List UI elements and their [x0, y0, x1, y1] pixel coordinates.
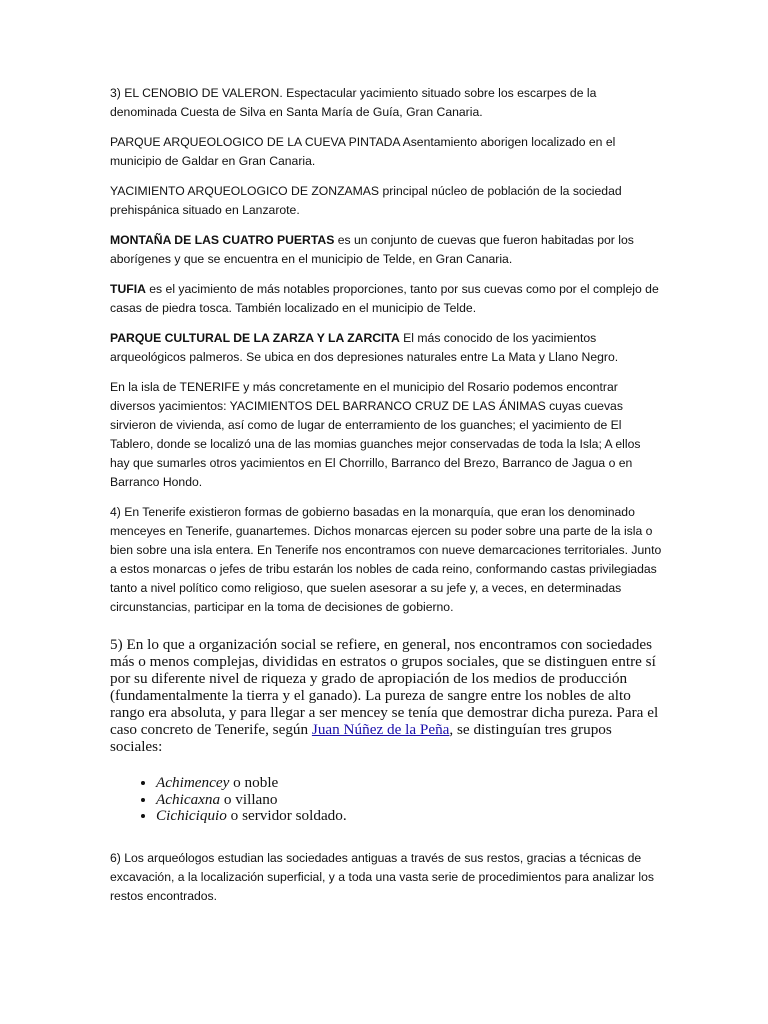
- paragraph-tufia: [110, 280, 662, 318]
- paragraph-government: 4) En Tenerife existieron formas de gobierno basadas en la monarquía, que eran los denominado menceyes en Tenerife, guanartemes. Dichos monarcas ejercen su poder sobre una parte de la isla o bien sobre una isla entera. En Tenerife nos encontramos con nueve demarcaciones territoriales. Junto a estos monarcas o jefes de tribu estarán los nobles de cada reino, conformando castas privilegiadas tanto a nivel político como religioso, que suelen asesorar a su jefe y, a veces, en determinadas circunstancias, participar en la toma de decisiones de gobierno.: [110, 505, 662, 614]
- list-item: [156, 775, 662, 792]
- social-text-after: , se distinguían tres grupos sociales:: [110, 721, 612, 755]
- site-name-tufia: TUFIA: [110, 282, 146, 296]
- social-group-term: Cichiciquio: [156, 807, 227, 824]
- social-group-desc: o servidor soldado.: [226, 807, 347, 824]
- paragraph-zarza-zarcita: [110, 329, 662, 367]
- paragraph-cenobio-valeron: 3) EL CENOBIO DE VALERON. Espectacular yacimiento situado sobre los escarpes de la denominada Cuesta de Silva en Santa María de Guía, Gran Canaria.: [110, 86, 597, 119]
- paragraph-archaeologists: 6) Los arqueólogos estudian las sociedades antiguas a través de sus restos, gracias a técnicas de excavación, a la localización superficial, y a toda una vasta serie de procedimientos para analizar los restos encontrados.: [110, 850, 654, 903]
- site-name-zarza-zarcita: PARQUE CULTURAL DE LA ZARZA Y LA ZARCITA: [110, 331, 400, 345]
- site-description: es un conjunto de cuevas que fueron habitadas por los aborígenes y que se encuentra en el municipio de Telde, en Gran Canaria.: [110, 233, 634, 266]
- social-group-desc: o villano: [220, 790, 278, 808]
- social-group-term: Achimencey: [156, 774, 230, 791]
- social-group-term: Achicaxna: [156, 790, 221, 808]
- paragraph-social-organization: [110, 636, 662, 755]
- document-page: [110, 84, 662, 917]
- list-item: [156, 808, 662, 825]
- paragraph-tenerife-sites: En la isla de TENERIFE y más concretamente en el municipio del Rosario podemos encontrar diversos yacimientos: YACIMIENTOS DEL BARRANCO CRUZ DE LAS ÁNIMAS cuyas cuevas sirvieron de vivienda, así como de lugar de enterramiento de los guanches; el yacimiento de El Tablero, donde se localizó una de las momias guanches mejor conservadas de toda la Isla; A ellos hay que sumarles otros yacimientos en El Chorrillo, Barranco del Brezo, Barranco de Jagua o en Barranco Hondo.: [110, 380, 641, 489]
- paragraph-zonzamas: YACIMIENTO ARQUEOLOGICO DE ZONZAMAS principal núcleo de población de la sociedad prehispánica situado en Lanzarote.: [110, 184, 622, 217]
- social-group-desc: o noble: [229, 774, 279, 791]
- social-groups-list: [110, 775, 662, 825]
- social-text-before: 5) En lo que a organización social se refiere, en general, nos encontramos con sociedades más o menos complejas, divididas en estratos o grupos sociales, que se distinguen entre sí por su diferente nivel de riqueza y grado de apropiación de los medios de producción (fundamentalmente la tierra y el ganado). La pureza de sangre entre los nobles de alto rango era absoluta, y para llegar a ser mencey se tenía que demostrar dicha pureza. Para el caso concreto de Tenerife, según: [110, 636, 659, 738]
- site-name-cuatro-puertas: MONTAÑA DE LAS CUATRO PUERTAS: [110, 233, 335, 247]
- paragraph-cuatro-puertas: [110, 231, 662, 269]
- list-item: [156, 792, 662, 809]
- site-description: El más conocido de los yacimientos arqueológicos palmeros. Se ubica en dos depresiones naturales entre La Mata y Llano Negro.: [110, 331, 619, 364]
- site-description: es el yacimiento de más notables proporciones, tanto por sus cuevas como por el complejo de casas de piedra tosca. También localizado en el municipio de Telde.: [110, 282, 659, 315]
- paragraph-cueva-pintada: PARQUE ARQUEOLOGICO DE LA CUEVA PINTADA Asentamiento aborigen localizado en el municipio de Galdar en Gran Canaria.: [110, 135, 616, 168]
- juan-nunez-link[interactable]: Juan Núñez de la Peña: [311, 721, 450, 738]
